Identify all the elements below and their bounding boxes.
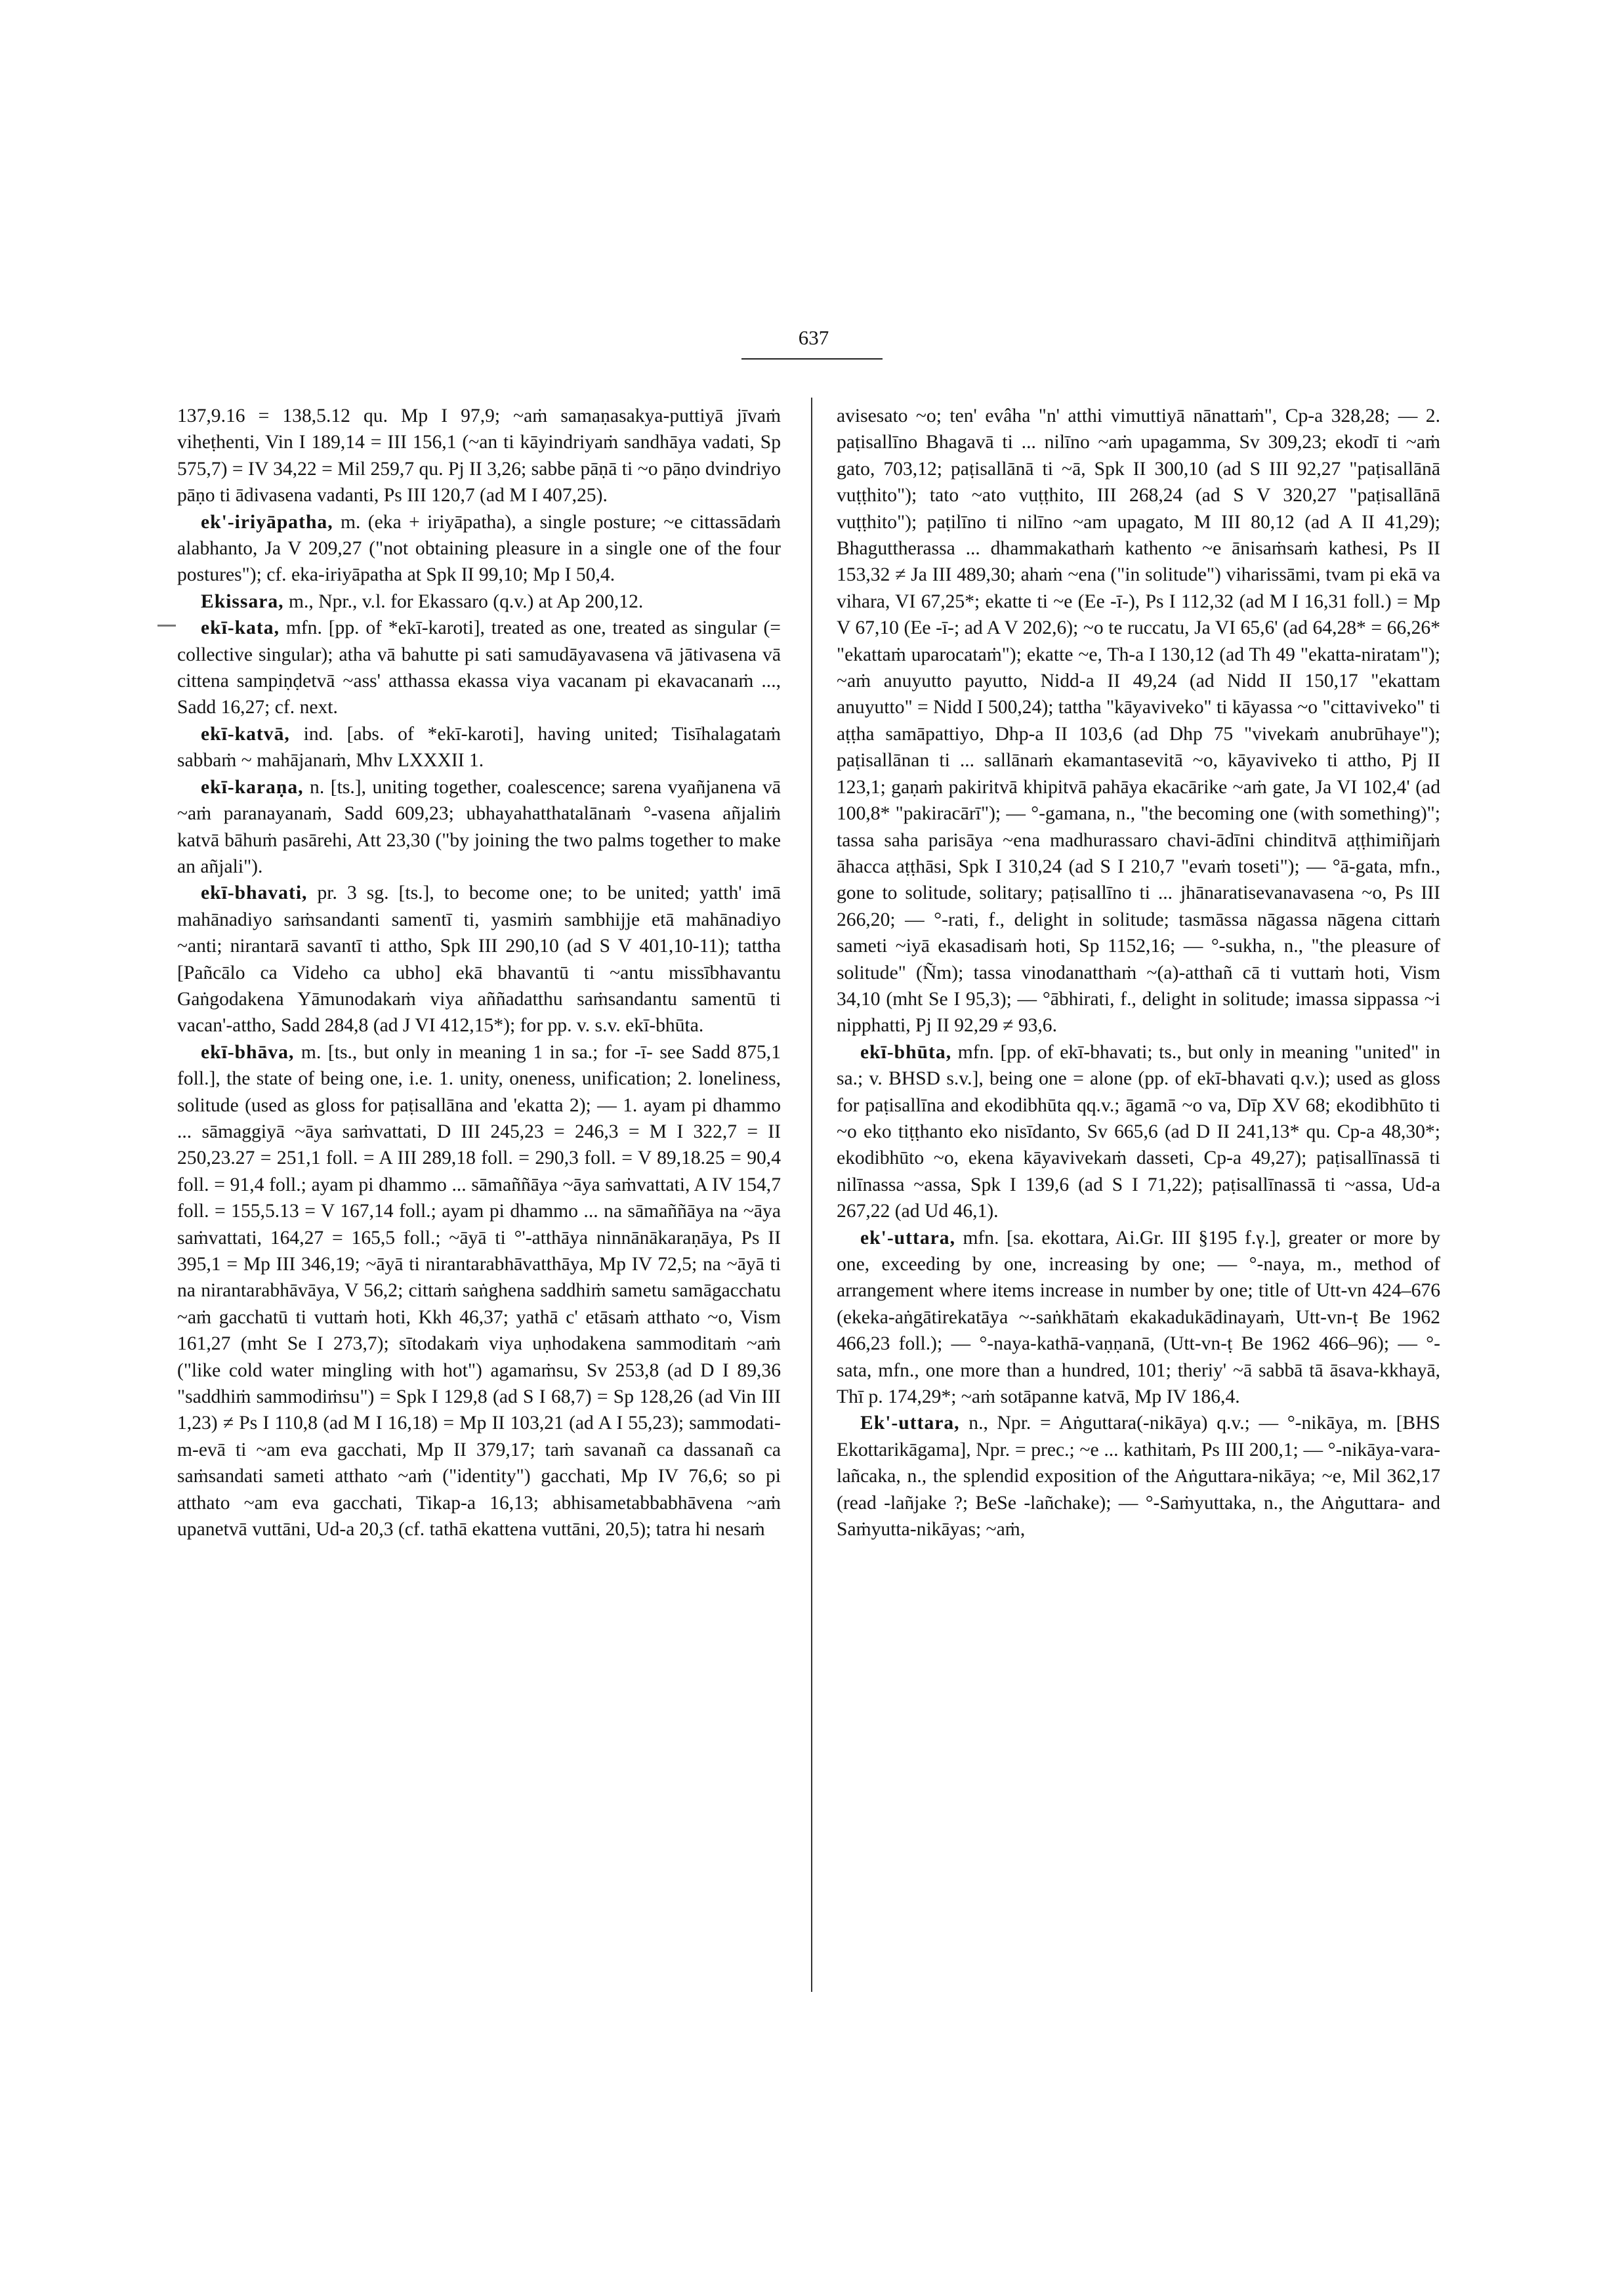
entry-body: avisesato ~o; ten' evâha "n' atthi vimuttiyā nānattaṁ", Cp-a 328,28; — 2. paṭisallīno Bhagavā ti ... nilīno ~aṁ upagamma, Sv 309,23; ekodī ti ~aṁ gato, 703,12; paṭisallānā ti ~ā, Spk II 300,10 (ad S III 92,27 "paṭisallānā vuṭṭhito"); tato ~ato vuṭṭhito, III 268,24 (ad S V 320,27 "paṭisallānā vuṭṭhito"); paṭilīno ti nilīno ~am upagato, M III 80,12 (ad A II 41,29); Bhaguttherassa ... dhammakathaṁ kathento ~e ānisaṁsaṁ kathesi, Ps II 153,32 ≠ Ja III 489,30; ahaṁ ~ena ("in solitude") viharissāmi, tvam pi ekā va vihara, VI 67,25*; ekatte ti ~e (Ee -ī-), Ps I 112,32 (ad M I 16,31 foll.) = Mp V 67,10 (Ee -ī-; ad A V 202,6); ~o te ruccatu, Ja VI 65,6' (ad 64,28* = 66,26* "ekattaṁ uparocataṁ"); ekatte ~e, Th-a I 130,12 (ad Th 49 "ekatta-niratam"); ~aṁ anuyutto payutto, Nidd-a II 49,24 (ad Nidd II 150,17 "ekattam anuyutto" = Nidd I 500,24); tattha "kāyaviveko" ti kāyassa ~o "cittaviveko" ti aṭṭha samāpattiyo, Dhp-a II 103,6 (ad Dhp 75 "vivekaṁ anubrūhaye"); paṭisallānan ti ... sallānaṁ ekamantasevitā ~o, kāyaviveko ti attho, Pj II 123,1; gaṇaṁ pakiritvā khipitvā pahāya ekacārike ~aṁ gate, Ja VI 102,4' (ad 100,8* "pakiracārī"); — °-gamana, n., "the becoming one (with something)"; tassa saha parisāya ~ena madhurassaro chavi-ādīni chinditvā aṭṭhimiñjaṁ āhacca aṭṭhāsi, Spk I 310,24 (ad S I 210,7 "evaṁ toseti"); — °ā-gata, mfn., gone to solitude, solitary; paṭisallīno ti ... jhānaratisevanavasena ~o, Ps III 266,20; — °-rati, f., delight in solitude; tasmāssa nāgassa nāgena cittaṁ sameti ~iyā ekasadisaṁ hoti, Sp 1152,16; — °-sukha, n., "the pleasure of solitude" (Ñm); tassa vinodanatthaṁ ~(a)-atthañ cā ti vuttaṁ hoti, Vism 34,10 (mht Se I 95,3); — °ābhirati, f., delight in solitude; imassa sippassa ~i nipphatti, Pj II 92,29 ≠ 93,6. <box>837 405 1440 1037</box>
entry-headword: ekī-karaṇa, <box>201 776 304 798</box>
entry-headword: Ek'-uttara, <box>860 1413 960 1434</box>
entry-headword: ekī-bhavati, <box>201 882 308 904</box>
column-divider <box>811 398 812 1992</box>
entry-body: pr. 3 sg. [ts.], to become one; to be united; yatth' imā mahānadiyo saṁsandanti samentī ti, yasmiṁ sambhijje etā mahānadiyo ~anti; nirantarā savantī ti attho, Spk III 290,10 (ad S V 401,10-11); tattha [Pañcālo ca Videho ca ubho] ekā bhavantū ti ~antu missībhavantu Gaṅgodakena Yāmunodakaṁ viya aññadatthu saṁsandantu samentū ti vacan'-attho, Sadd 284,8 (ad J VI 412,15*); for pp. v. s.v. ekī-bhūta. <box>177 882 781 1037</box>
entry-headword: ekī-kata, <box>201 617 280 639</box>
entry-body: n. [ts.], uniting together, coalescence; sarena vyañjanena vā ~aṁ paranayanaṁ, Sadd 609,23; ubhayahatthatalānaṁ °-vasena añjaliṁ katvā bāhuṁ pasārehi, Att 23,30 ("by joining the two palms together to make an añjali"). <box>177 776 781 877</box>
dictionary-entry <box>177 403 781 509</box>
scan-artifact-mark <box>157 625 176 627</box>
entry-headword: ek'-iriyāpatha, <box>201 511 333 533</box>
entry-body: mfn. [pp. of *ekī-karoti], treated as one, treated as singular (= collective singular); atha vā bahutte pi sati samudāyavasena vā jātivasena vā cittena sampiṇḍetvā ~ass' atthassa ekassa viya vacanam pi ekavacanaṁ ..., Sadd 16,27; cf. next. <box>177 617 781 718</box>
entry-headword: ekī-bhūta, <box>860 1041 952 1063</box>
page-number: 637 <box>798 326 829 349</box>
dictionary-entry <box>177 615 781 721</box>
dictionary-entry <box>837 1039 1440 1225</box>
entry-headword: ekī-bhāva, <box>201 1041 295 1063</box>
dictionary-entry <box>837 1410 1440 1542</box>
dictionary-entry <box>177 509 781 589</box>
dictionary-entry <box>177 721 781 774</box>
dictionary-entry <box>837 1225 1440 1411</box>
dictionary-entry <box>837 403 1440 1039</box>
dictionary-entry <box>177 589 781 615</box>
entry-body: mfn. [sa. ekottara, Ai.Gr. III §195 f.γ.], greater or more by one, exceeding by one, increasing by one; — °-naya, m., method of arrangement where items increase in number by one; title of Utt-vn 424–676 (ekeka-aṅgātirekatāya ~-saṅkhātaṁ ekakadukādinayaṁ, Utt-vn-ṭ Be 1962 466,23 foll.); — °-naya-kathā-vaṇṇanā, (Utt-vn-ṭ Be 1962 466–96); — °-sata, mfn., one more than a hundred, 101; theriy' ~ā sabbā tā āsava-kkhayā, Thī p. 174,29*; ~aṁ sotāpanne katvā, Mp IV 186,4. <box>837 1227 1440 1408</box>
dictionary-entry <box>177 1039 781 1543</box>
header-rule <box>741 358 883 360</box>
entry-headword: ek'-uttara, <box>860 1227 955 1249</box>
entry-body: m. [ts., but only in meaning 1 in sa.; for -ī- see Sadd 875,1 foll.], the state of being one, i.e. 1. unity, oneness, unification; 2. loneliness, solitude (used as gloss for paṭisallāna and 'ekatta 2); — 1. ayam pi dhammo ... sāmaggiyā ~āya saṁvattati, D III 245,23 = 246,3 = M I 322,7 = II 250,23.27 = 251,1 foll. = A III 289,18 foll. = 290,3 foll. = V 89,18.25 = 90,4 foll. = 91,4 foll.; ayam pi dhammo ... sāmaññāya ~āya saṁvattati, A IV 154,7 foll. = 155,5.13 = V 167,14 foll.; ayam pi dhammo ... na sāmaññāya na ~āya saṁvattati, 164,27 = 165,5 foll.; ~āyā ti °'-atthāya ninnānākaraṇāya, Ps II 395,1 = Mp III 346,19; ~āyā ti nirantarabhāvatthāya, Mp IV 72,5; na ~āyā ti na nirantarabhāvāya, V 56,2; cittaṁ saṅghena saddhiṁ sametu samāgacchatu ~aṁ gacchatū ti vuttaṁ hoti, Kkh 46,37; yathā c' etāsaṁ atthato ~o, Vism 161,27 (mht Se I 273,7); sītodakaṁ viya uṇhodakena sammoditaṁ ~aṁ ("like cold water mingling with hot") agamaṁsu, Sv 253,8 (ad D I 89,36 "saddhiṁ sammodiṁsu") = Spk I 129,8 (ad S I 68,7) = Sp 128,26 (ad Vin III 1,23) ≠ Ps I 110,8 (ad M I 16,18) = Mp II 103,21 (ad A I 55,23); sammodati-m-evā ti ~am eva gacchati, Mp II 379,17; taṁ savanañ ca dassanañ ca saṁsandati sameti atthato ~aṁ ("identity") gacchati, Mp IV 76,6; so pi atthato ~am eva gacchati, Tikap-a 16,13; abhisametabbabhāvena ~aṁ upanetvā vuttāni, Ud-a 20,3 (cf. tathā ekattena vuttāni, 20,5); tatra hi nesaṁ <box>177 1041 781 1540</box>
entry-body: m., Npr., v.l. for Ekassaro (q.v.) at Ap 200,12. <box>289 590 644 612</box>
left-column <box>177 403 781 1542</box>
entry-body: n., Npr. = Aṅguttara(-nikāya) q.v.; — °-nikāya, m. [BHS Ekottarikāgama], Npr. = prec.; ~e ... kathitaṁ, Ps III 200,1; — °-nikāya-vara-lañcaka, n., the splendid exposition of the Aṅguttara-nikāya; ~e, Mil 362,17 (read -lañjake ?; BeSe -lañchake); — °-Saṁyuttaka, n., the Aṅguttara- and Saṁyutta-nikāyas; ~aṁ, <box>837 1413 1440 1540</box>
entry-headword: Ekissara, <box>201 590 284 612</box>
entry-body: 137,9.16 = 138,5.12 qu. Mp I 97,9; ~aṁ samaṇasakya-puttiyā jīvaṁ viheṭhenti, Vin I 189,14 = III 156,1 (~an ti kāyindriyaṁ sandhāya vadati, Sp 575,7) = IV 34,22 = Mil 259,7 qu. Pj II 3,26; sabbe pāṇā ti ~o pāṇo dvindriyo pāṇo ti ādivasena vadanti, Ps III 120,7 (ad M I 407,25). <box>177 405 781 507</box>
entry-body: ind. [abs. of *ekī-karoti], having united; Tisīhalagataṁ sabbaṁ ~ mahājanaṁ, Mhv LXXXII 1. <box>177 723 781 772</box>
entry-body: mfn. [pp. of ekī-bhavati; ts., but only in meaning "united" in sa.; v. BHSD s.v.], being one = alone (pp. of ekī-bhavati q.v.); used as gloss for paṭisallīna and ekodibhūta qq.v.; āgamā ~o va, Dīp XV 68; ekodibhūto ti ~o eko tiṭṭhanto eko nisīdanto, Sv 665,6 (ad D II 241,13* qu. Cp-a 48,30*; ekodibhūto ~o, ekena kāyavivekaṁ dasseti, Cp-a 49,27); paṭisallīnassā ti nilīnassa ~assa, Spk I 139,6 (ad S I 71,22); paṭisallīnassā ti ~assa, Ud-a 267,22 (ad Ud 46,1). <box>837 1041 1440 1222</box>
dictionary-entry <box>177 774 781 880</box>
entry-body: m. (eka + iriyāpatha), a single posture; ~e cittassādaṁ alabhanto, Ja V 209,27 ("not obtaining pleasure in a single one of the four postures"); cf. eka-iriyāpatha at Spk II 99,10; Mp I 50,4. <box>177 511 781 586</box>
dictionary-entry <box>177 880 781 1039</box>
entry-headword: ekī-katvā, <box>201 723 290 745</box>
right-column <box>837 403 1440 1542</box>
